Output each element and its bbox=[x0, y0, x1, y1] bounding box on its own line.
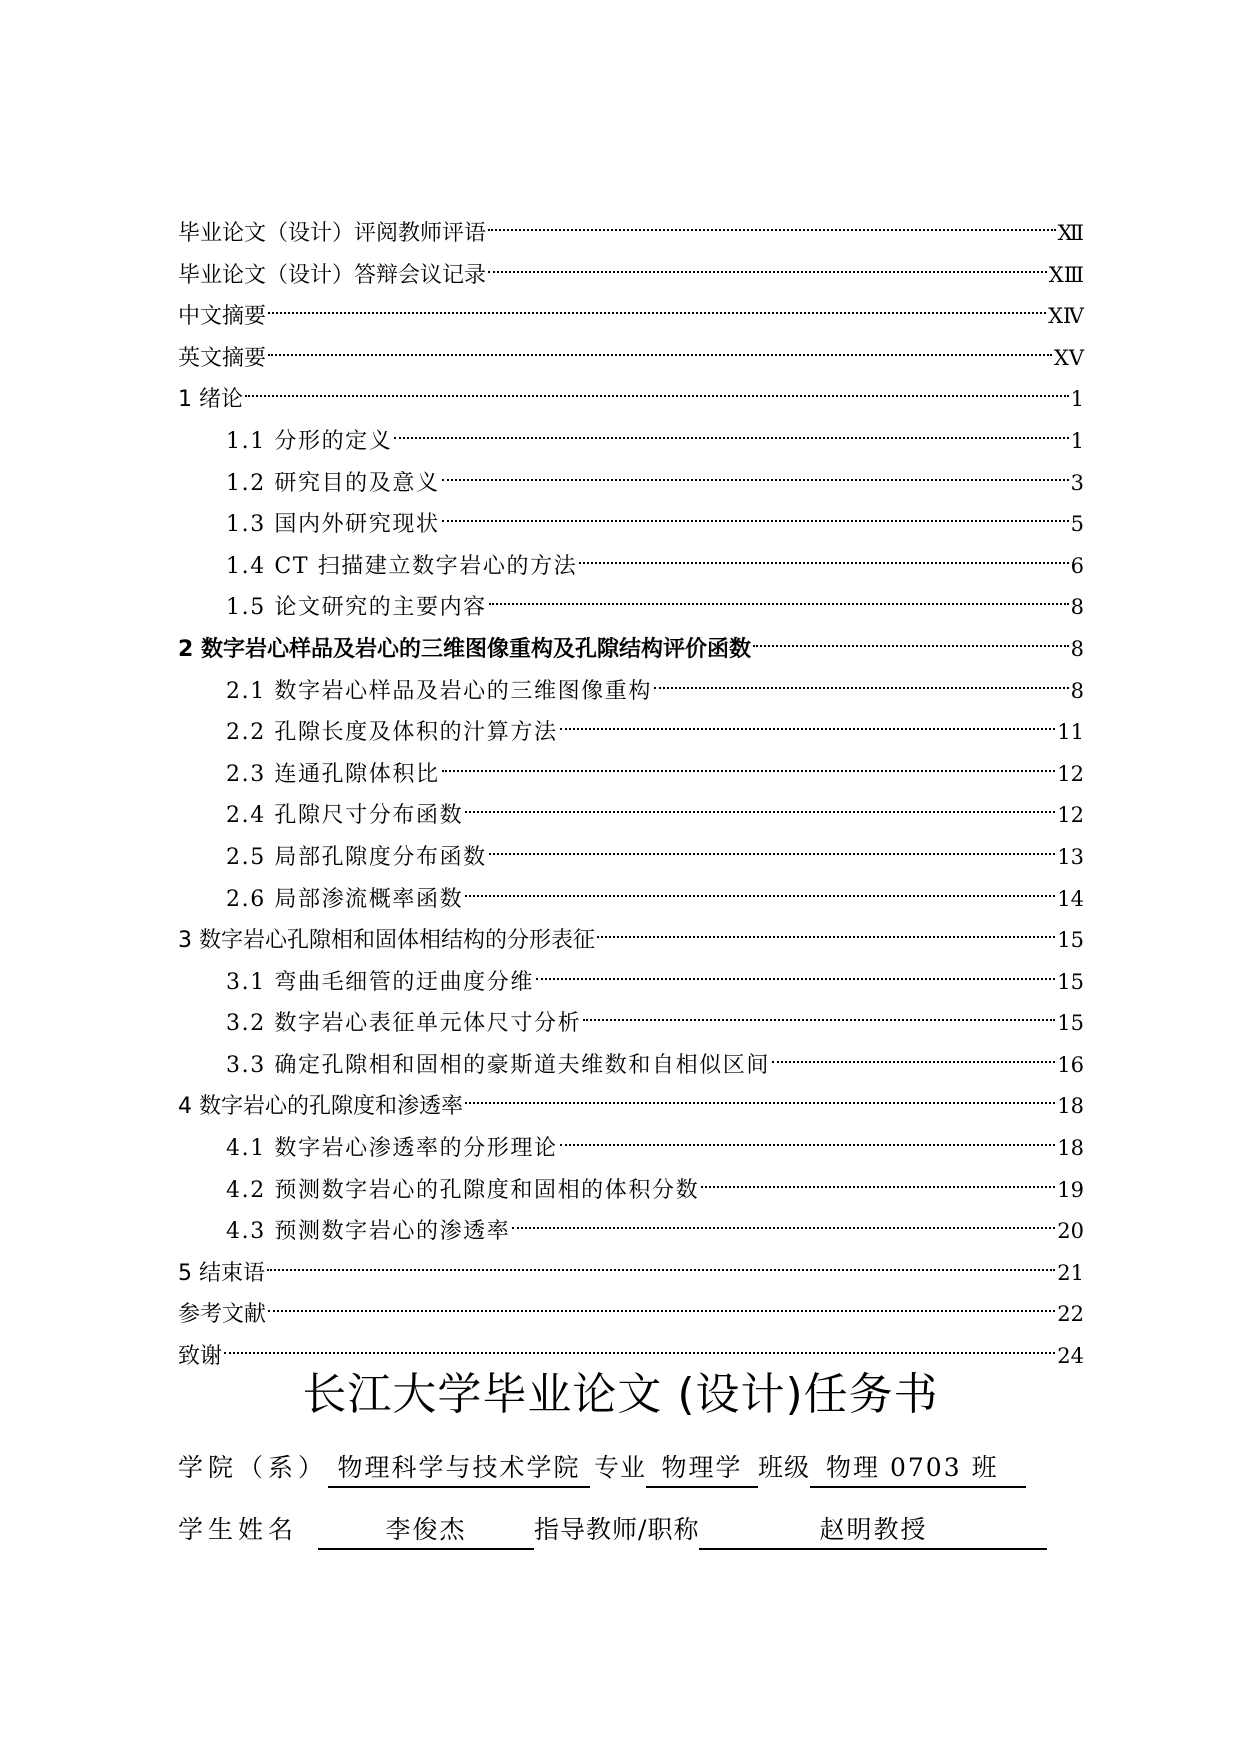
toc-entry bbox=[178, 1170, 1084, 1212]
class-label: 班级 bbox=[758, 1453, 811, 1482]
toc-dot-leader bbox=[701, 1186, 1055, 1188]
toc-entry-title: 2.6 局部渗流概率函数 bbox=[226, 886, 464, 912]
toc-entry bbox=[178, 421, 1084, 463]
toc-entry-page: 18 bbox=[1057, 1094, 1084, 1119]
toc-dot-leader bbox=[268, 1310, 1055, 1312]
toc-dot-leader bbox=[245, 395, 1069, 397]
toc-entry-title: 2 数字岩心样品及岩心的三维图像重构及孔隙结构评价函数 bbox=[178, 636, 751, 662]
toc-entry bbox=[178, 712, 1084, 754]
toc-entry-page: 1 bbox=[1070, 387, 1084, 412]
toc-entry-title: 2.4 孔隙尺寸分布函数 bbox=[226, 803, 464, 829]
toc-dot-leader bbox=[442, 479, 1069, 481]
toc-dot-leader bbox=[394, 437, 1068, 439]
toc-dot-leader bbox=[442, 770, 1056, 772]
toc-entry-title: 3.1 弯曲毛细管的迂曲度分维 bbox=[226, 969, 534, 995]
toc-entry-title: 1.3 国内外研究现状 bbox=[226, 512, 440, 538]
toc-entry bbox=[178, 1045, 1084, 1087]
college-value: 物理科学与技术学院 bbox=[328, 1448, 590, 1488]
major-label: 专业 bbox=[594, 1453, 647, 1482]
toc-entry bbox=[178, 1294, 1084, 1336]
toc-entry-title: 1 绪论 bbox=[178, 387, 243, 413]
college-label: 学院（系） bbox=[178, 1453, 329, 1482]
toc-entry-title: 中文摘要 bbox=[178, 304, 267, 330]
toc-entry bbox=[178, 1253, 1084, 1295]
toc-entry-page: 15 bbox=[1057, 1011, 1084, 1036]
toc-entry bbox=[178, 629, 1084, 671]
advisor-label: 指导教师/职称 bbox=[534, 1515, 700, 1544]
task-book-title: 长江大学毕业论文 (设计)任务书 bbox=[302, 1369, 939, 1420]
toc-entry-page: 13 bbox=[1057, 844, 1084, 869]
toc-entry-page: 1 bbox=[1070, 428, 1084, 453]
toc-entry-page: 8 bbox=[1070, 678, 1084, 703]
toc-entry-title: 3.3 确定孔隙相和固相的豪斯道夫维数和自相似区间 bbox=[226, 1052, 770, 1078]
toc-entry bbox=[178, 338, 1084, 380]
toc-entry-page: XⅢ bbox=[1048, 262, 1084, 287]
toc-dot-leader bbox=[268, 354, 1052, 356]
toc-entry-page: 14 bbox=[1057, 886, 1084, 911]
toc-entry bbox=[178, 920, 1084, 962]
toc-entry-page: 12 bbox=[1057, 803, 1084, 828]
toc-entry bbox=[178, 504, 1084, 546]
toc-dot-leader bbox=[597, 936, 1055, 938]
toc-entry bbox=[178, 1211, 1084, 1253]
toc-dot-leader bbox=[442, 520, 1069, 522]
toc-dot-leader bbox=[560, 1144, 1056, 1146]
student-label: 学生姓名 bbox=[178, 1515, 299, 1544]
toc-entry-page: 21 bbox=[1057, 1260, 1084, 1285]
toc-entry bbox=[178, 879, 1084, 921]
toc-dot-leader bbox=[224, 1352, 1055, 1354]
toc-entry-title: 1.2 研究目的及意义 bbox=[226, 470, 440, 496]
toc-entry-page: 24 bbox=[1057, 1344, 1084, 1369]
toc-entry-page: 8 bbox=[1070, 595, 1084, 620]
toc-entry-page: 8 bbox=[1070, 636, 1084, 661]
toc-entry bbox=[178, 296, 1084, 338]
toc-dot-leader bbox=[489, 853, 1055, 855]
toc-dot-leader bbox=[536, 978, 1055, 980]
student-value: 李俊杰 bbox=[318, 1510, 534, 1550]
toc-entry-page: 11 bbox=[1057, 720, 1084, 745]
toc-entry-page: 6 bbox=[1070, 553, 1084, 578]
toc-entry-title: 2.2 孔隙长度及体积的汁算方法 bbox=[226, 720, 558, 746]
toc-entry-title: 4.2 预测数字岩心的孔隙度和固相的体积分数 bbox=[226, 1177, 700, 1203]
toc-dot-leader bbox=[489, 603, 1069, 605]
toc-entry-title: 致谢 bbox=[178, 1344, 223, 1370]
toc-entry bbox=[178, 754, 1084, 796]
toc-dot-leader bbox=[654, 687, 1069, 689]
toc-entry-title: 4.1 数字岩心渗透率的分形理论 bbox=[226, 1136, 558, 1162]
toc-entry-page: 12 bbox=[1057, 761, 1084, 786]
toc-entry-page: 15 bbox=[1057, 969, 1084, 994]
toc-entry bbox=[178, 546, 1084, 588]
toc-entry-page: 3 bbox=[1070, 470, 1084, 495]
toc-entry bbox=[178, 962, 1084, 1004]
toc-dot-leader bbox=[753, 645, 1069, 647]
toc-entry-title: 1.4 CT 扫描建立数字岩心的方法 bbox=[226, 553, 578, 579]
toc-entry-page: 18 bbox=[1057, 1136, 1084, 1161]
toc-entry-title: 1.5 论文研究的主要内容 bbox=[226, 595, 487, 621]
toc-dot-leader bbox=[560, 728, 1056, 730]
toc-entry bbox=[178, 1003, 1084, 1045]
toc-entry bbox=[178, 255, 1084, 297]
toc-entry-page: 15 bbox=[1057, 928, 1084, 953]
toc-entry-title: 4 数字岩心的孔隙度和渗透率 bbox=[178, 1094, 463, 1120]
toc-entry bbox=[178, 837, 1084, 879]
toc-entry bbox=[178, 1128, 1084, 1170]
toc-entry-title: 5 结束语 bbox=[178, 1260, 265, 1286]
toc-dot-leader bbox=[465, 895, 1055, 897]
toc-entry bbox=[178, 671, 1084, 713]
toc-entry-title: 3.2 数字岩心表征单元体尺寸分析 bbox=[226, 1011, 582, 1037]
toc-entry bbox=[178, 1086, 1084, 1128]
toc-entry-title: 4.3 预测数字岩心的渗透率 bbox=[226, 1219, 511, 1245]
toc-entry bbox=[178, 587, 1084, 629]
toc-entry-page: 20 bbox=[1057, 1219, 1084, 1244]
toc-entry-page: 5 bbox=[1070, 512, 1084, 537]
toc-dot-leader bbox=[772, 1061, 1055, 1063]
toc-entry-title: 2.5 局部孔隙度分布函数 bbox=[226, 844, 487, 870]
major-value: 物理学 bbox=[646, 1448, 758, 1488]
toc-dot-leader bbox=[267, 1269, 1055, 1271]
toc-entry bbox=[178, 795, 1084, 837]
toc-entry-page: XⅤ bbox=[1053, 345, 1084, 370]
toc-dot-leader bbox=[579, 562, 1068, 564]
toc-entry-page: XⅣ bbox=[1048, 304, 1084, 329]
toc-dot-leader bbox=[583, 1019, 1055, 1021]
toc-entry-page: 16 bbox=[1057, 1052, 1084, 1077]
table-of-contents bbox=[178, 213, 1084, 1378]
toc-entry-page: 22 bbox=[1057, 1302, 1084, 1327]
toc-dot-leader bbox=[465, 811, 1055, 813]
advisor-value: 赵明教授 bbox=[699, 1510, 1047, 1550]
toc-entry-title: 2.3 连通孔隙体积比 bbox=[226, 761, 440, 787]
toc-entry-title: 1.1 分形的定义 bbox=[226, 428, 393, 454]
toc-dot-leader bbox=[488, 229, 1056, 231]
toc-entry bbox=[178, 463, 1084, 505]
toc-entry-title: 参考文献 bbox=[178, 1302, 267, 1328]
info-line-college bbox=[178, 1448, 1063, 1488]
toc-entry-title: 英文摘要 bbox=[178, 345, 267, 371]
toc-dot-leader bbox=[268, 312, 1046, 314]
toc-entry-page: 19 bbox=[1057, 1177, 1084, 1202]
toc-entry-title: 毕业论文（设计）评阅教师评语 bbox=[178, 221, 487, 246]
toc-entry-title: 2.1 数字岩心样品及岩心的三维图像重构 bbox=[226, 678, 652, 704]
class-value: 物理 0703 班 bbox=[810, 1448, 1026, 1488]
toc-entry-page: Ⅻ bbox=[1057, 221, 1084, 245]
toc-entry-title: 3 数字岩心孔隙相和固体相结构的分形表征 bbox=[178, 928, 595, 954]
toc-entry bbox=[178, 213, 1084, 255]
toc-entry bbox=[178, 379, 1084, 421]
toc-entry-title: 毕业论文（设计）答辩会议记录 bbox=[178, 262, 487, 288]
toc-dot-leader bbox=[488, 271, 1047, 273]
info-line-student bbox=[178, 1510, 1063, 1550]
toc-dot-leader bbox=[465, 1102, 1055, 1104]
toc-dot-leader bbox=[512, 1227, 1055, 1229]
